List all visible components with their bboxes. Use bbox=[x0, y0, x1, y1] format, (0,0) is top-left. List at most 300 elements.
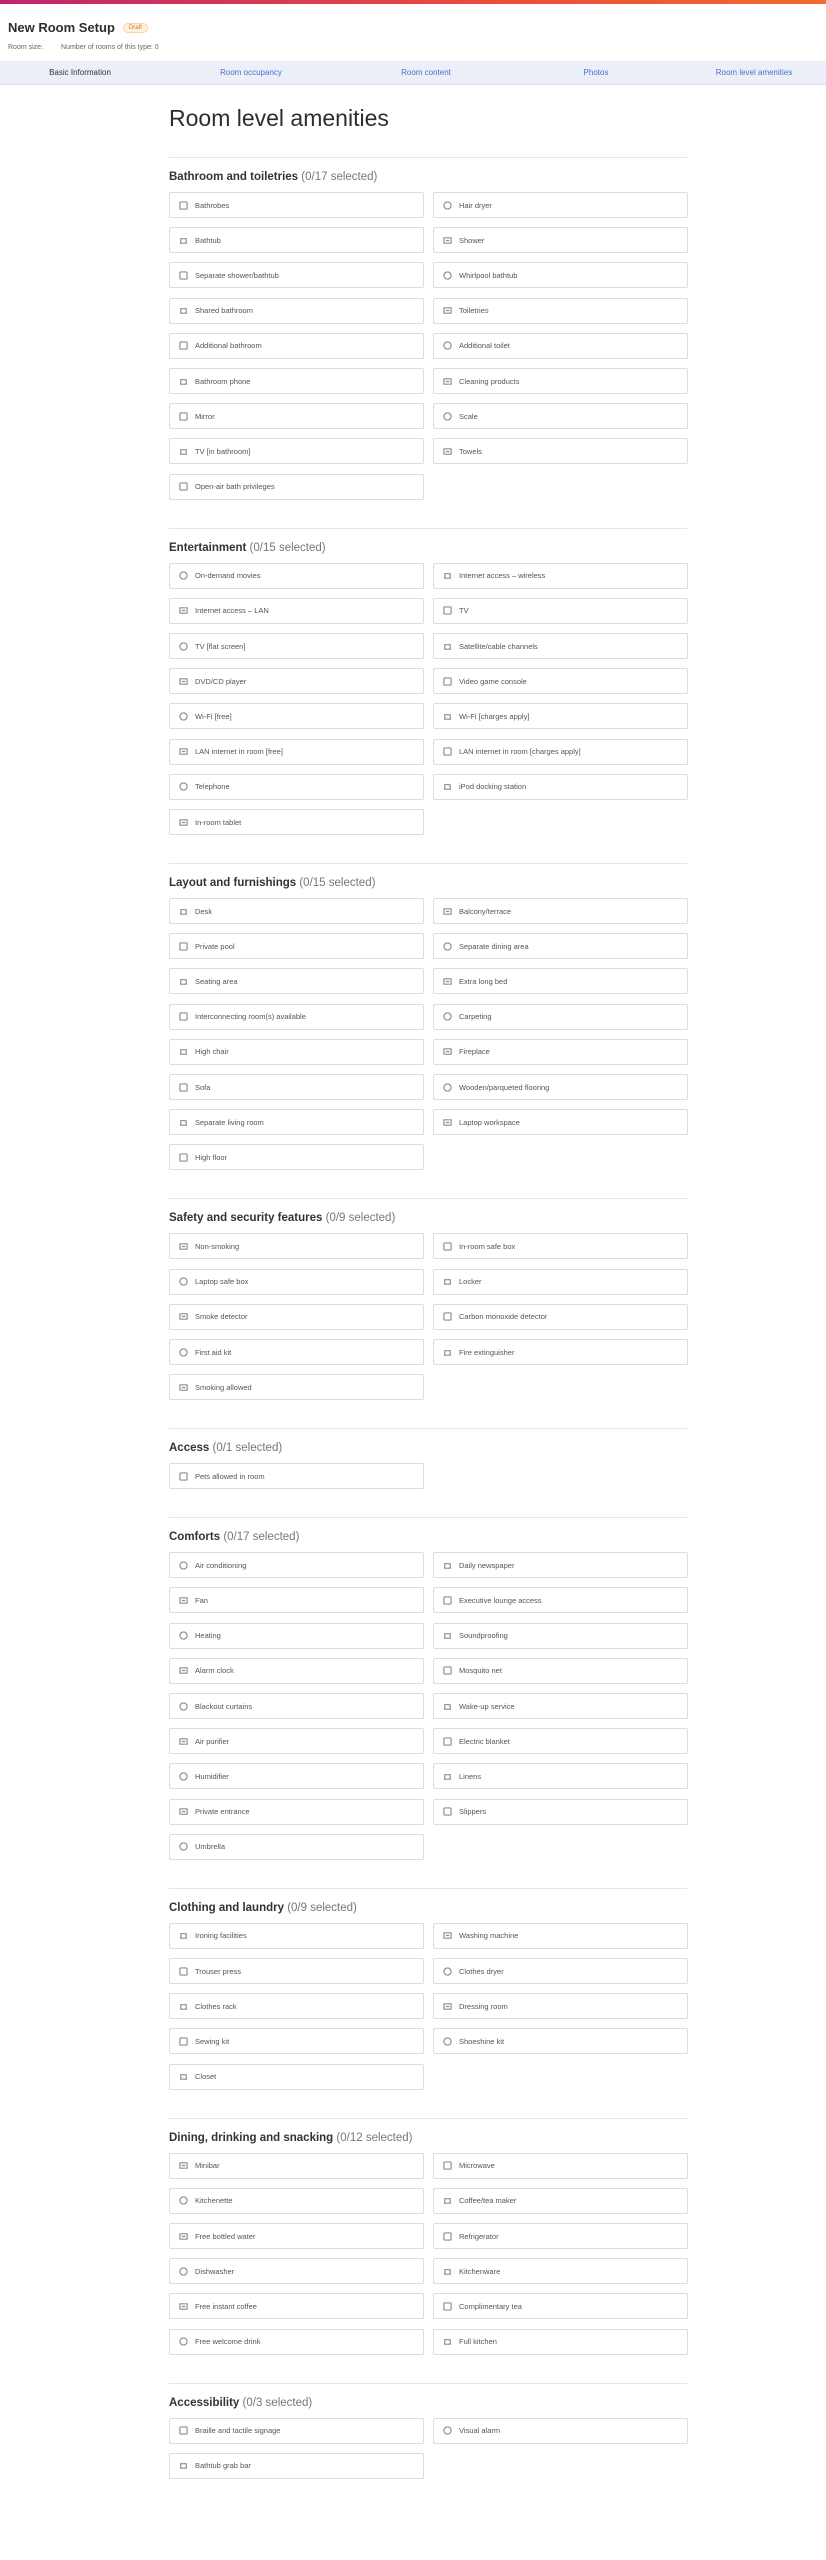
amenity-option[interactable] bbox=[433, 598, 688, 624]
amenity-option[interactable] bbox=[433, 192, 688, 218]
amenity-icon bbox=[178, 1701, 188, 1711]
amenity-option[interactable] bbox=[169, 563, 424, 589]
amenity-icon bbox=[178, 1347, 188, 1357]
amenity-option[interactable] bbox=[433, 1728, 688, 1754]
amenity-label: Whirlpool bathtub bbox=[459, 270, 518, 280]
amenity-label: Fireplace bbox=[459, 1047, 490, 1057]
amenity-option[interactable] bbox=[169, 368, 424, 394]
section-title-text: Bathroom and toiletries bbox=[169, 171, 299, 183]
section-title-text: Dining, drinking and snacking bbox=[169, 2131, 334, 2144]
amenity-icon bbox=[178, 2301, 188, 2311]
amenity-option[interactable] bbox=[433, 2028, 688, 2054]
amenity-option[interactable] bbox=[169, 298, 424, 324]
amenity-label: Shower bbox=[459, 235, 485, 245]
amenity-option[interactable] bbox=[433, 633, 688, 659]
amenity-icon bbox=[442, 571, 452, 581]
amenity-option[interactable] bbox=[433, 438, 688, 464]
amenity-icon bbox=[178, 2072, 188, 2082]
amenity-label: Desk bbox=[195, 906, 213, 916]
amenity-option[interactable] bbox=[433, 1658, 688, 1684]
amenity-label: Smoking allowed bbox=[195, 1382, 252, 1392]
amenity-icon bbox=[178, 1082, 188, 1092]
amenity-label: Complimentary tea bbox=[459, 2301, 522, 2311]
amenity-label: Blackout curtains bbox=[195, 1701, 253, 1711]
amenity-label: Ironing facilities bbox=[195, 1931, 247, 1941]
section-title bbox=[169, 1902, 357, 1914]
amenity-icon bbox=[442, 2196, 452, 2206]
amenity-icon bbox=[442, 376, 452, 386]
amenity-label: Umbrella bbox=[195, 1842, 226, 1852]
amenity-icon bbox=[442, 306, 452, 316]
amenity-label: Satellite/cable channels bbox=[459, 641, 538, 651]
amenity-option[interactable] bbox=[433, 1799, 688, 1825]
amenity-icon bbox=[442, 1277, 452, 1287]
amenity-option[interactable] bbox=[169, 1552, 424, 1578]
section-title bbox=[169, 877, 375, 889]
amenity-label: Braille and tactile signage bbox=[195, 2426, 281, 2436]
amenity-option[interactable] bbox=[169, 1763, 424, 1789]
amenity-icon bbox=[442, 1117, 452, 1127]
section-divider bbox=[169, 1428, 687, 1429]
amenity-label: Video game console bbox=[459, 676, 527, 686]
section-divider bbox=[169, 2383, 687, 2384]
amenity-label: Kitchenware bbox=[459, 2266, 501, 2276]
amenity-option[interactable] bbox=[433, 1763, 688, 1789]
amenity-option[interactable] bbox=[169, 1799, 424, 1825]
amenity-icon bbox=[178, 941, 188, 951]
amenity-option[interactable] bbox=[169, 2258, 424, 2284]
amenity-option[interactable] bbox=[169, 633, 424, 659]
amenity-label: Additional toilet bbox=[459, 341, 510, 351]
amenity-icon bbox=[178, 2426, 188, 2436]
amenity-label: Linens bbox=[459, 1771, 482, 1781]
amenity-option[interactable] bbox=[169, 438, 424, 464]
amenity-option[interactable] bbox=[433, 668, 688, 694]
amenity-icon bbox=[178, 1047, 188, 1057]
amenity-icon bbox=[178, 200, 188, 210]
amenity-label: Sewing kit bbox=[195, 2036, 230, 2046]
amenity-option[interactable] bbox=[169, 1693, 424, 1719]
amenity-label: Locker bbox=[459, 1277, 482, 1287]
amenity-option[interactable] bbox=[433, 403, 688, 429]
amenity-option[interactable] bbox=[169, 968, 424, 994]
amenity-icon bbox=[178, 2266, 188, 2276]
amenity-icon bbox=[442, 235, 452, 245]
amenity-icon bbox=[178, 482, 188, 492]
amenity-option[interactable] bbox=[433, 1623, 688, 1649]
amenity-label: Dressing room bbox=[459, 2001, 508, 2011]
amenity-icon bbox=[178, 1771, 188, 1781]
amenity-icon bbox=[178, 782, 188, 792]
amenity-option[interactable] bbox=[169, 1269, 424, 1295]
amenity-option[interactable] bbox=[433, 703, 688, 729]
section-divider bbox=[169, 157, 687, 158]
amenity-label: Mosquito net bbox=[459, 1666, 502, 1676]
amenity-label: Hair dryer bbox=[459, 200, 492, 210]
amenity-option[interactable] bbox=[169, 598, 424, 624]
amenity-icon bbox=[442, 976, 452, 986]
amenity-label: Electric blanket bbox=[459, 1736, 510, 1746]
amenity-label: Clothes dryer bbox=[459, 1966, 504, 1976]
amenity-option[interactable] bbox=[433, 1269, 688, 1295]
amenity-option[interactable] bbox=[433, 1339, 688, 1365]
amenity-label: Towels bbox=[459, 446, 482, 456]
amenity-label: Heating bbox=[195, 1631, 221, 1641]
amenity-label: Open-air bath privileges bbox=[195, 482, 275, 492]
amenity-icon bbox=[442, 1082, 452, 1092]
amenity-label: Cleaning products bbox=[459, 376, 520, 386]
amenity-icon bbox=[442, 1631, 452, 1641]
amenity-label: Separate shower/bathtub bbox=[195, 270, 279, 280]
amenity-icon bbox=[178, 1736, 188, 1746]
amenity-option[interactable] bbox=[169, 1623, 424, 1649]
amenity-label: Bathtub grab bar bbox=[195, 2461, 251, 2471]
section-title bbox=[169, 542, 326, 554]
amenity-icon bbox=[178, 2461, 188, 2471]
amenity-option[interactable] bbox=[169, 2329, 424, 2355]
tab-room-content[interactable]: Room content bbox=[401, 68, 451, 77]
amenity-icon bbox=[178, 676, 188, 686]
amenity-option[interactable] bbox=[169, 2064, 424, 2090]
amenity-icon bbox=[442, 200, 452, 210]
amenity-option[interactable] bbox=[433, 1552, 688, 1578]
amenity-label: On-demand movies bbox=[195, 571, 261, 581]
section-selected-count: (0/3 selected) bbox=[242, 2396, 313, 2409]
amenity-label: Refrigerator bbox=[459, 2231, 499, 2241]
page-header bbox=[0, 4, 826, 61]
section-title-text: Access bbox=[169, 1442, 210, 1455]
amenity-option[interactable] bbox=[169, 1958, 424, 1984]
section-divider bbox=[169, 2118, 687, 2119]
amenity-icon bbox=[178, 2231, 188, 2241]
section-divider bbox=[169, 1888, 687, 1889]
amenity-icon bbox=[178, 2036, 188, 2046]
amenity-icon bbox=[442, 1560, 452, 1570]
amenity-option[interactable] bbox=[433, 774, 688, 800]
amenity-label: Daily newspaper bbox=[459, 1560, 515, 1570]
amenity-option[interactable] bbox=[433, 933, 688, 959]
amenity-label: Bathtub bbox=[195, 235, 221, 245]
amenity-label: Wi-Fi [charges apply] bbox=[459, 711, 530, 721]
amenity-option[interactable] bbox=[169, 933, 424, 959]
amenity-option[interactable] bbox=[433, 227, 688, 253]
amenity-label: Private entrance bbox=[195, 1807, 250, 1817]
amenity-option[interactable] bbox=[433, 1993, 688, 2019]
amenity-label: Wi-Fi [free] bbox=[195, 711, 232, 721]
amenity-label: Free welcome drink bbox=[195, 2337, 261, 2347]
amenity-option[interactable] bbox=[169, 1339, 424, 1365]
section-title bbox=[169, 1212, 395, 1224]
amenity-icon bbox=[178, 711, 188, 721]
amenity-icon bbox=[442, 270, 452, 280]
amenity-label: Shared bathroom bbox=[195, 306, 253, 316]
amenity-option[interactable] bbox=[169, 262, 424, 288]
amenity-label: LAN internet in room [free] bbox=[195, 747, 283, 757]
amenity-option[interactable] bbox=[169, 1834, 424, 1860]
amenity-icon bbox=[178, 1312, 188, 1322]
amenity-option[interactable] bbox=[433, 298, 688, 324]
amenity-icon bbox=[178, 1471, 188, 1481]
amenity-option[interactable] bbox=[169, 1374, 424, 1400]
amenity-option[interactable] bbox=[433, 2258, 688, 2284]
amenity-option[interactable] bbox=[169, 739, 424, 765]
amenity-option[interactable] bbox=[433, 1004, 688, 1030]
amenity-label: TV [in bathroom] bbox=[195, 446, 251, 456]
amenity-option[interactable] bbox=[169, 2418, 424, 2444]
amenity-option[interactable] bbox=[169, 2028, 424, 2054]
amenity-option[interactable] bbox=[433, 2293, 688, 2319]
amenity-icon bbox=[442, 446, 452, 456]
amenity-icon bbox=[178, 341, 188, 351]
amenity-option[interactable] bbox=[433, 2223, 688, 2249]
section-title-text: Entertainment bbox=[169, 541, 247, 554]
amenity-icon bbox=[178, 411, 188, 421]
section-selected-count: (0/9 selected) bbox=[325, 1212, 396, 1225]
amenity-icon bbox=[178, 1241, 188, 1251]
amenity-option[interactable] bbox=[169, 1463, 424, 1489]
amenity-option[interactable] bbox=[169, 2293, 424, 2319]
amenity-option[interactable] bbox=[169, 403, 424, 429]
page-title: Room level amenities bbox=[169, 105, 389, 131]
amenity-option[interactable] bbox=[433, 1958, 688, 1984]
amenity-icon bbox=[178, 606, 188, 616]
amenity-label: High floor bbox=[195, 1152, 228, 1162]
amenity-label: Fire extinguisher bbox=[459, 1347, 515, 1357]
amenity-option[interactable] bbox=[433, 262, 688, 288]
amenity-label: Internet access – wireless bbox=[459, 571, 546, 581]
amenity-icon bbox=[178, 1631, 188, 1641]
tab-basic-information[interactable]: Basic Information bbox=[49, 68, 111, 77]
amenity-label: Minibar bbox=[195, 2161, 220, 2171]
amenity-icon bbox=[442, 676, 452, 686]
amenity-icon bbox=[442, 906, 452, 916]
amenity-icon bbox=[178, 571, 188, 581]
amenity-label: Dishwasher bbox=[195, 2266, 235, 2276]
amenity-label: DVD/CD player bbox=[195, 676, 247, 686]
amenity-option[interactable] bbox=[169, 1144, 424, 1170]
amenity-icon bbox=[442, 2161, 452, 2171]
amenity-option[interactable] bbox=[169, 2223, 424, 2249]
tab-photos[interactable]: Photos bbox=[583, 68, 609, 77]
amenity-icon bbox=[442, 2001, 452, 2011]
amenity-label: Bathroom phone bbox=[195, 376, 251, 386]
setup-tabs bbox=[0, 61, 826, 85]
amenity-label: Separate dining area bbox=[459, 941, 529, 951]
amenity-label: Full kitchen bbox=[459, 2337, 497, 2347]
amenity-option[interactable] bbox=[433, 1039, 688, 1065]
amenity-label: Air conditioning bbox=[195, 1560, 247, 1570]
amenity-option[interactable] bbox=[433, 1304, 688, 1330]
section-selected-count: (0/17 selected) bbox=[301, 171, 378, 183]
amenity-option[interactable] bbox=[433, 968, 688, 994]
amenity-icon bbox=[178, 1807, 188, 1817]
amenity-label: Soundproofing bbox=[459, 1631, 508, 1641]
amenity-option[interactable] bbox=[433, 898, 688, 924]
amenity-icon bbox=[178, 817, 188, 827]
amenity-option[interactable] bbox=[433, 739, 688, 765]
amenity-option[interactable] bbox=[169, 668, 424, 694]
amenity-icon bbox=[178, 2196, 188, 2206]
section-title-text: Accessibility bbox=[169, 2396, 240, 2409]
amenity-option[interactable] bbox=[433, 2153, 688, 2179]
amenity-option[interactable] bbox=[169, 1728, 424, 1754]
tab-room-level-amenities[interactable]: Room level amenities bbox=[715, 68, 793, 77]
amenity-option[interactable] bbox=[433, 2188, 688, 2214]
amenity-icon bbox=[178, 641, 188, 651]
section-selected-count: (0/1 selected) bbox=[212, 1442, 283, 1455]
amenity-label: Fan bbox=[195, 1595, 208, 1605]
amenity-icon bbox=[442, 2036, 452, 2046]
amenity-icon bbox=[178, 270, 188, 280]
page-header-title: New Room Setup bbox=[8, 20, 115, 35]
amenity-option[interactable] bbox=[169, 898, 424, 924]
section-divider bbox=[169, 1198, 687, 1199]
amenity-option[interactable] bbox=[169, 227, 424, 253]
room-size-label: Room size: bbox=[8, 44, 44, 51]
amenity-icon bbox=[178, 2161, 188, 2171]
amenity-icon bbox=[178, 306, 188, 316]
amenity-option[interactable] bbox=[169, 774, 424, 800]
amenity-option[interactable] bbox=[169, 2153, 424, 2179]
amenity-icon bbox=[442, 1736, 452, 1746]
amenity-icon bbox=[178, 1382, 188, 1392]
rooms-count-label: Number of rooms of this type: 0 bbox=[61, 44, 159, 51]
amenity-option[interactable] bbox=[169, 474, 424, 500]
amenity-option[interactable] bbox=[433, 333, 688, 359]
amenity-option[interactable] bbox=[169, 1004, 424, 1030]
amenity-label: Air purifier bbox=[195, 1736, 230, 1746]
amenity-icon bbox=[178, 446, 188, 456]
tab-room-occupancy[interactable]: Room occupancy bbox=[220, 68, 282, 77]
amenity-option[interactable] bbox=[169, 1039, 424, 1065]
amenity-label: First aid kit bbox=[195, 1347, 232, 1357]
section-selected-count: (0/15 selected) bbox=[249, 541, 326, 554]
amenity-label: Visual alarm bbox=[459, 2426, 501, 2436]
amenity-label: TV bbox=[459, 606, 469, 616]
amenity-icon bbox=[178, 2337, 188, 2347]
amenity-label: Kitchenette bbox=[195, 2196, 233, 2206]
amenity-label: High chair bbox=[195, 1047, 229, 1057]
amenity-icon bbox=[442, 641, 452, 651]
amenity-icon bbox=[442, 2301, 452, 2311]
amenity-option[interactable] bbox=[169, 333, 424, 359]
amenity-option[interactable] bbox=[169, 192, 424, 218]
amenity-icon bbox=[442, 1047, 452, 1057]
section-selected-count: (0/17 selected) bbox=[223, 1531, 300, 1544]
amenity-label: LAN internet in room [charges apply] bbox=[459, 747, 581, 757]
section-title-text: Safety and security features bbox=[169, 1212, 323, 1225]
amenity-label: Private pool bbox=[195, 941, 235, 951]
amenity-label: Toiletries bbox=[459, 306, 489, 316]
amenity-icon bbox=[442, 1595, 452, 1605]
amenity-option[interactable] bbox=[169, 1074, 424, 1100]
section-divider bbox=[169, 1517, 687, 1518]
amenity-label: Internet access – LAN bbox=[195, 606, 269, 616]
amenity-option[interactable] bbox=[433, 1923, 688, 1949]
section-title-text: Comforts bbox=[169, 1531, 221, 1544]
amenity-label: Wooden/parqueted flooring bbox=[459, 1082, 550, 1092]
section-selected-count: (0/15 selected) bbox=[299, 877, 376, 889]
amenity-icon bbox=[442, 1666, 452, 1676]
amenity-icon bbox=[178, 1012, 188, 1022]
amenity-option[interactable] bbox=[169, 1993, 424, 2019]
amenity-icon bbox=[442, 782, 452, 792]
amenity-label: Free instant coffee bbox=[195, 2301, 257, 2311]
section-title bbox=[169, 171, 377, 183]
section-title-text: Clothing and laundry bbox=[169, 1901, 284, 1914]
amenity-icon bbox=[178, 1560, 188, 1570]
amenity-label: Scale bbox=[459, 411, 478, 421]
amenity-label: Laptop workspace bbox=[459, 1117, 520, 1127]
amenity-option[interactable] bbox=[169, 1658, 424, 1684]
section-title bbox=[169, 2132, 413, 2144]
amenity-label: Trouser press bbox=[195, 1966, 241, 1976]
amenity-icon bbox=[442, 1931, 452, 1941]
amenity-option[interactable] bbox=[169, 1923, 424, 1949]
section-title bbox=[169, 2397, 312, 2409]
amenity-label: Washing machine bbox=[459, 1931, 519, 1941]
amenity-icon bbox=[442, 1312, 452, 1322]
section-title bbox=[169, 1442, 282, 1454]
amenity-label: Smoke detector bbox=[195, 1312, 248, 1322]
amenity-icon bbox=[178, 1277, 188, 1287]
amenity-label: Microwave bbox=[459, 2161, 495, 2171]
amenity-option[interactable] bbox=[433, 1109, 688, 1135]
amenity-option[interactable] bbox=[433, 368, 688, 394]
amenity-option[interactable] bbox=[433, 1074, 688, 1100]
amenity-option[interactable] bbox=[433, 2418, 688, 2444]
amenity-option[interactable] bbox=[433, 1233, 688, 1259]
status-badge: Draft bbox=[123, 23, 148, 33]
section-selected-count: (0/12 selected) bbox=[336, 2131, 413, 2144]
amenity-label: In-room safe box bbox=[459, 1241, 516, 1251]
section-divider bbox=[169, 528, 687, 529]
amenity-icon bbox=[442, 941, 452, 951]
amenity-icon bbox=[178, 747, 188, 757]
amenity-option[interactable] bbox=[169, 2453, 424, 2479]
amenity-option[interactable] bbox=[433, 2329, 688, 2355]
amenity-option[interactable] bbox=[169, 2188, 424, 2214]
amenity-icon bbox=[442, 1347, 452, 1357]
amenity-option[interactable] bbox=[169, 809, 424, 835]
amenity-icon bbox=[178, 1152, 188, 1162]
section-selected-count: (0/9 selected) bbox=[287, 1901, 357, 1914]
amenity-label: Clothes rack bbox=[195, 2001, 237, 2011]
amenity-option[interactable] bbox=[433, 1587, 688, 1613]
amenity-icon bbox=[178, 1931, 188, 1941]
amenity-label: Wake-up service bbox=[459, 1701, 515, 1711]
amenity-option[interactable] bbox=[169, 1587, 424, 1613]
amenity-label: Bathrobes bbox=[195, 200, 230, 210]
amenity-label: Slippers bbox=[459, 1807, 487, 1817]
amenity-icon bbox=[442, 2266, 452, 2276]
amenity-option[interactable] bbox=[169, 703, 424, 729]
amenity-option[interactable] bbox=[169, 1304, 424, 1330]
amenity-label: Humidifier bbox=[195, 1771, 229, 1781]
amenity-icon bbox=[442, 1966, 452, 1976]
amenity-label: Interconnecting room(s) available bbox=[195, 1012, 306, 1022]
amenity-icon bbox=[442, 747, 452, 757]
amenity-label: Closet bbox=[195, 2072, 217, 2082]
amenity-option[interactable] bbox=[433, 1693, 688, 1719]
amenity-option[interactable] bbox=[169, 1233, 424, 1259]
amenity-label: Telephone bbox=[195, 782, 230, 792]
amenity-label: Carpeting bbox=[459, 1012, 492, 1022]
amenity-option[interactable] bbox=[169, 1109, 424, 1135]
amenity-icon bbox=[442, 711, 452, 721]
amenity-option[interactable] bbox=[433, 563, 688, 589]
amenity-icon bbox=[178, 235, 188, 245]
